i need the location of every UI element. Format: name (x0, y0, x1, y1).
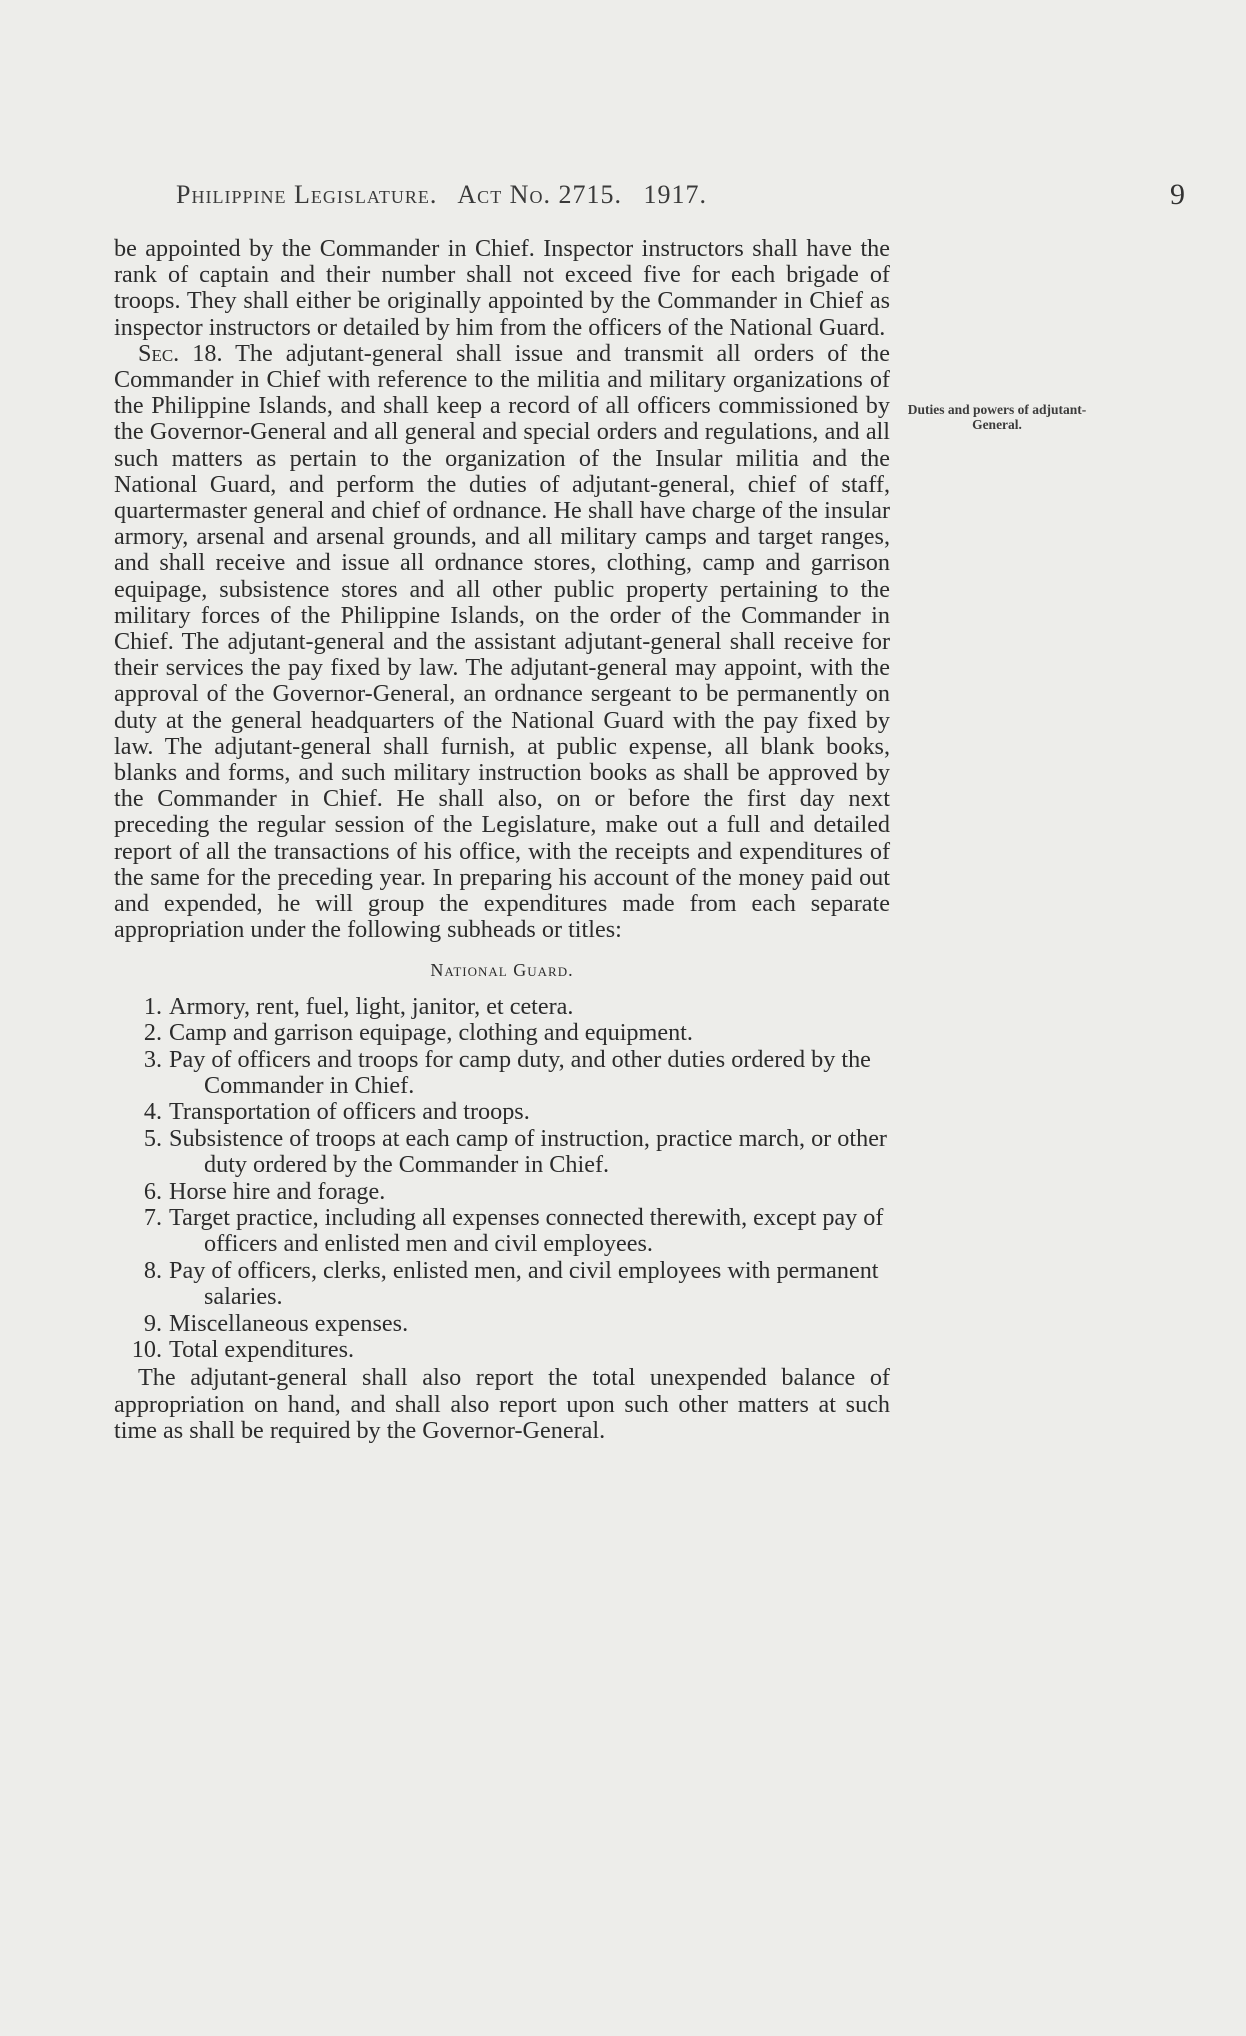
section-label: Sec. 18. (138, 339, 223, 367)
list-item-text: Target practice, including all expenses connected therewith, except pay of officers and enlisted men and civil employees. (169, 1203, 884, 1258)
list-item-text: Pay of officers, clerks, enlisted men, and civil employees with permanent salaries. (169, 1256, 879, 1311)
list-item-number: 9. (143, 1309, 162, 1337)
list-item-number: 3. (143, 1045, 162, 1073)
page-number: 9 (1170, 178, 1185, 211)
list-item (114, 1047, 890, 1100)
list-heading: National Guard. (430, 960, 574, 981)
list-item-text: Armory, rent, fuel, light, janitor, et cetera. (169, 992, 574, 1020)
list-item-text: Pay of officers and troops for camp duty, and other duties ordered by the Commander in Chief. (169, 1045, 871, 1099)
list-item (114, 1258, 890, 1311)
body-text (114, 236, 890, 1444)
list-item-text: Miscellaneous expenses. (169, 1309, 409, 1337)
act-year: 1917. (643, 180, 707, 209)
list-item (114, 1020, 890, 1046)
closing-paragraph: The adjutant-general shall also report the total unexpended balance of appropriation on hand, and shall also report upon such other matters at such time as shall be required by the Governor-General. (114, 1364, 890, 1444)
list-item (114, 994, 890, 1020)
section-text: The adjutant-general shall issue and transmit all orders of the Commander in Chief with reference to the militia and military organizations of the Philippine Islands, and shall keep a record of all officers commissioned by the Governor-General and all general and special orders and regulations, and all such matters as pertain to the organization of the Insular militia and the National Guard, and perform the duties of adjutant-general, chief of staff, quartermaster general and chief of ordnance. He shall have charge of the insular armory, arsenal and arsenal grounds, and all military camps and target ranges, and shall receive and issue all ordnance stores, clothing, camp and garrison equipage, subsistence stores and all other public property pertaining to the military forces of the Philippine Islands, on the order of the Commander in Chief. The adjutant-general and the assistant adjutant-general shall receive for their services the pay fixed by law. The adjutant-general may appoint, with the approval of the Governor-General, an ordnance sergeant to be permanently on duty at the general headquarters of the National Guard with the pay fixed by law. The adjutant-general shall furnish, at public expense, all blank books, blanks and forms, and such military instruction books as shall be approved by the Commander in Chief. He shall also, on or before the first day next preceding the regular session of the Legislature, make out a full and detailed report of all the transactions of his office, with the receipts and expenditures of the same for the preceding year. In preparing his account of the money paid out and expended, he will group the expenditures made from each separate appropriation under the following subheads or titles: (114, 339, 890, 944)
list-item (114, 1337, 890, 1363)
expenditure-titles-list (114, 994, 890, 1364)
list-item-text: Total expenditures. (169, 1335, 355, 1363)
list-item-number: 2. (143, 1019, 162, 1047)
list-item (114, 1179, 890, 1205)
continuation-paragraph: be appointed by the Commander in Chief. Inspector instructors shall have the rank of captain and their number shall not exceed five for each brigade of troops. They shall either be originally appointed by the Commander in Chief as inspector instructors or detailed by him from the officers of the National Guard. (114, 235, 890, 341)
list-item (114, 1126, 890, 1179)
list-item-number: 5. (143, 1124, 162, 1152)
list-item-number: 4. (143, 1098, 162, 1126)
list-item-text: Subsistence of troops at each camp of instruction, practice march, or other duty ordered by the Commander in Chief. (169, 1124, 887, 1179)
list-item (114, 1099, 890, 1125)
list-item-text: Camp and garrison equipage, clothing and equipment. (169, 1019, 693, 1047)
publication-title: Philippine Legislature. (176, 180, 438, 209)
section-18-paragraph (114, 341, 890, 944)
act-number: Act No. 2715. (457, 180, 622, 209)
running-head (176, 180, 826, 210)
list-item (114, 1205, 890, 1258)
list-item-number: 1. (143, 992, 162, 1020)
list-item-text: Horse hire and forage. (169, 1177, 386, 1205)
list-item-text: Transportation of officers and troops. (169, 1098, 530, 1126)
margin-note: Duties and powers of adjutant-General. (907, 402, 1087, 432)
list-item-number: 7. (143, 1203, 162, 1231)
list-item-number: 10. (131, 1335, 162, 1363)
list-item-number: 6. (143, 1177, 162, 1205)
list-item (114, 1311, 890, 1337)
list-item-number: 8. (143, 1256, 162, 1284)
